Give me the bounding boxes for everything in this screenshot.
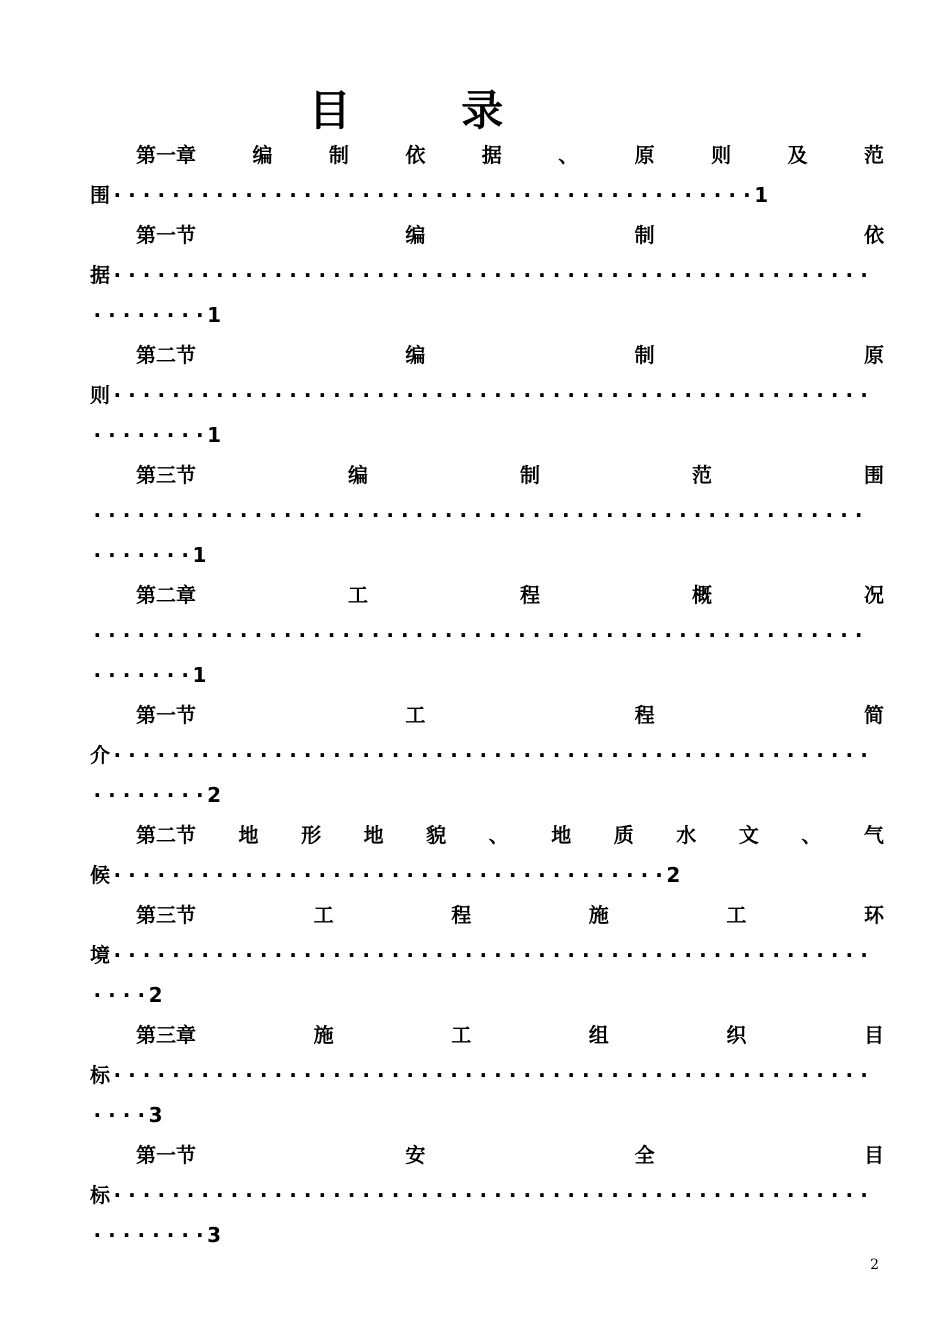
toc-heading-word: 程 — [634, 703, 655, 727]
toc-entry-heading[interactable] — [136, 575, 884, 615]
toc-entry-continuation[interactable]: · · · · · · · · 2 — [93, 783, 222, 807]
toc-entry-heading[interactable] — [136, 1135, 884, 1175]
toc-entry-heading[interactable] — [136, 895, 884, 935]
toc-title: 目 录 — [308, 86, 552, 135]
toc-entry-leader[interactable]: 据 · · · · · · · · · · · · · · · · · · · · · · · · · · · · · · · · · · · · · · · · · · · · · · · · · · · · — [90, 263, 868, 287]
toc-heading-word: 、 — [558, 143, 579, 167]
toc-entry-leader[interactable]: · · · · · · · · · · · · · · · · · · · · · · · · · · · · · · · · · · · · · · · · · · · · · · · · · · · · · — [93, 623, 863, 647]
toc-heading-word: 编 — [348, 463, 368, 487]
toc-page-number: 1 — [754, 183, 769, 207]
toc-heading-word: 编 — [405, 343, 426, 367]
toc-heading-word: 概 — [692, 583, 712, 607]
toc-heading-word: 工 — [726, 903, 747, 927]
toc-heading-word: 第三节 — [136, 463, 196, 487]
toc-heading-word: 程 — [520, 583, 540, 607]
toc-entry-leader[interactable]: 则 · · · · · · · · · · · · · · · · · · · · · · · · · · · · · · · · · · · · · · · · · · · · · · · · · · · · — [90, 383, 868, 407]
toc-heading-tail: 候 — [90, 863, 110, 887]
toc-heading-word: 编 — [405, 223, 426, 247]
toc-entry-heading[interactable] — [136, 215, 884, 255]
toc-entry-continuation[interactable]: · · · · 2 — [93, 983, 163, 1007]
toc-heading-word: 第一章 — [136, 143, 196, 167]
toc-heading-word: 第三章 — [136, 1023, 196, 1047]
toc-entry-continuation[interactable]: · · · · · · · 1 — [93, 543, 207, 567]
toc-heading-word: 程 — [451, 903, 472, 927]
page-number: 2 — [870, 1257, 879, 1273]
toc-heading-word: 工 — [348, 583, 368, 607]
toc-heading-tail: 则 — [90, 383, 110, 407]
toc-heading-word: 则 — [711, 143, 732, 167]
toc-heading-word: 范 — [863, 143, 884, 167]
toc-heading-word: 原 — [634, 143, 655, 167]
toc-heading-tail: 标 — [90, 1063, 110, 1087]
toc-heading-word: 施 — [313, 1023, 334, 1047]
toc-page-number: 2 — [148, 983, 163, 1007]
toc-heading-word: 地 — [238, 823, 259, 847]
toc-heading-tail: 境 — [90, 943, 110, 967]
toc-heading-word: 全 — [634, 1143, 655, 1167]
toc-entry-leader[interactable]: 围 · · · · · · · · · · · · · · · · · · · · · · · · · · · · · · · · · · · · · · · · · · · · 1 — [90, 183, 769, 207]
toc-heading-tail: 据 — [90, 263, 110, 287]
toc-heading-word: 据 — [481, 143, 502, 167]
toc-entry-heading[interactable] — [136, 1015, 884, 1055]
toc-heading-word: 围 — [864, 463, 884, 487]
toc-heading-word: 、 — [801, 823, 822, 847]
toc-entry-leader[interactable]: 标 · · · · · · · · · · · · · · · · · · · · · · · · · · · · · · · · · · · · · · · · · · · · · · · · · · · · — [90, 1183, 868, 1207]
toc-heading-word: 安 — [405, 1143, 426, 1167]
toc-heading-word: 制 — [634, 343, 655, 367]
toc-heading-word: 质 — [613, 823, 634, 847]
toc-heading-word: 工 — [313, 903, 334, 927]
toc-heading-word: 工 — [405, 703, 426, 727]
toc-page-number: 1 — [192, 663, 207, 687]
toc-heading-word: 编 — [252, 143, 273, 167]
toc-heading-word: 织 — [726, 1023, 747, 1047]
toc-heading-word: 依 — [863, 223, 884, 247]
toc-heading-word: 、 — [488, 823, 509, 847]
toc-page-number: 2 — [207, 783, 222, 807]
toc-heading-word: 况 — [864, 583, 884, 607]
toc-heading-tail: 介 — [90, 743, 110, 767]
toc-heading-word: 范 — [692, 463, 712, 487]
toc-heading-tail: 围 — [90, 183, 110, 207]
toc-heading-word: 第一节 — [136, 223, 196, 247]
toc-heading-word: 目 — [863, 1143, 884, 1167]
toc-page-number: 1 — [207, 303, 222, 327]
toc-heading-word: 第一节 — [136, 703, 196, 727]
toc-heading-word: 工 — [451, 1023, 472, 1047]
toc-heading-word: 第二章 — [136, 583, 196, 607]
toc-entry-leader[interactable]: 介 · · · · · · · · · · · · · · · · · · · · · · · · · · · · · · · · · · · · · · · · · · · · · · · · · · · · — [90, 743, 868, 767]
toc-entry-leader[interactable]: 候 · · · · · · · · · · · · · · · · · · · · · · · · · · · · · · · · · · · · · · 2 — [90, 863, 681, 887]
toc-heading-word: 目 — [863, 1023, 884, 1047]
toc-entry-continuation[interactable]: · · · · · · · · 1 — [93, 423, 222, 447]
toc-entry-leader[interactable]: · · · · · · · · · · · · · · · · · · · · · · · · · · · · · · · · · · · · · · · · · · · · · · · · · · · · · — [93, 503, 863, 527]
toc-entry-continuation[interactable]: · · · · · · · · 3 — [93, 1223, 222, 1247]
toc-page-number: 1 — [207, 423, 222, 447]
toc-heading-tail: 标 — [90, 1183, 110, 1207]
toc-entry-heading[interactable] — [136, 695, 884, 735]
toc-entry-leader[interactable]: 境 · · · · · · · · · · · · · · · · · · · · · · · · · · · · · · · · · · · · · · · · · · · · · · · · · · · · — [90, 943, 868, 967]
toc-heading-word: 地 — [363, 823, 384, 847]
toc-heading-word: 地 — [551, 823, 572, 847]
toc-heading-word: 第一节 — [136, 1143, 196, 1167]
toc-heading-word: 原 — [863, 343, 884, 367]
toc-heading-word: 环 — [863, 903, 884, 927]
toc-heading-word: 形 — [301, 823, 322, 847]
toc-heading-word: 制 — [634, 223, 655, 247]
toc-heading-word: 第二节 — [136, 823, 196, 847]
toc-heading-word: 水 — [676, 823, 697, 847]
toc-entry-heading[interactable] — [136, 335, 884, 375]
toc-heading-word: 组 — [588, 1023, 609, 1047]
toc-entry-continuation[interactable]: · · · · · · · 1 — [93, 663, 207, 687]
toc-page-number: 3 — [207, 1223, 222, 1247]
toc-heading-word: 文 — [738, 823, 759, 847]
toc-entry-heading[interactable] — [136, 455, 884, 495]
toc-entry-leader[interactable]: 标 · · · · · · · · · · · · · · · · · · · · · · · · · · · · · · · · · · · · · · · · · · · · · · · · · · · · — [90, 1063, 868, 1087]
toc-heading-word: 气 — [863, 823, 884, 847]
toc-page-number: 3 — [148, 1103, 163, 1127]
toc-heading-word: 施 — [588, 903, 609, 927]
toc-heading-word: 第三节 — [136, 903, 196, 927]
toc-entry-heading[interactable] — [136, 135, 884, 175]
toc-entry-continuation[interactable]: · · · · 3 — [93, 1103, 163, 1127]
toc-entry-heading[interactable] — [136, 815, 884, 855]
toc-page-number: 2 — [666, 863, 681, 887]
toc-heading-word: 简 — [863, 703, 884, 727]
toc-page-number: 1 — [192, 543, 207, 567]
toc-entry-continuation[interactable]: · · · · · · · · 1 — [93, 303, 222, 327]
toc-heading-word: 及 — [787, 143, 808, 167]
toc-heading-word: 依 — [405, 143, 426, 167]
toc-heading-word: 貌 — [426, 823, 447, 847]
toc-heading-word: 制 — [520, 463, 540, 487]
toc-heading-word: 第二节 — [136, 343, 196, 367]
toc-heading-word: 制 — [328, 143, 349, 167]
